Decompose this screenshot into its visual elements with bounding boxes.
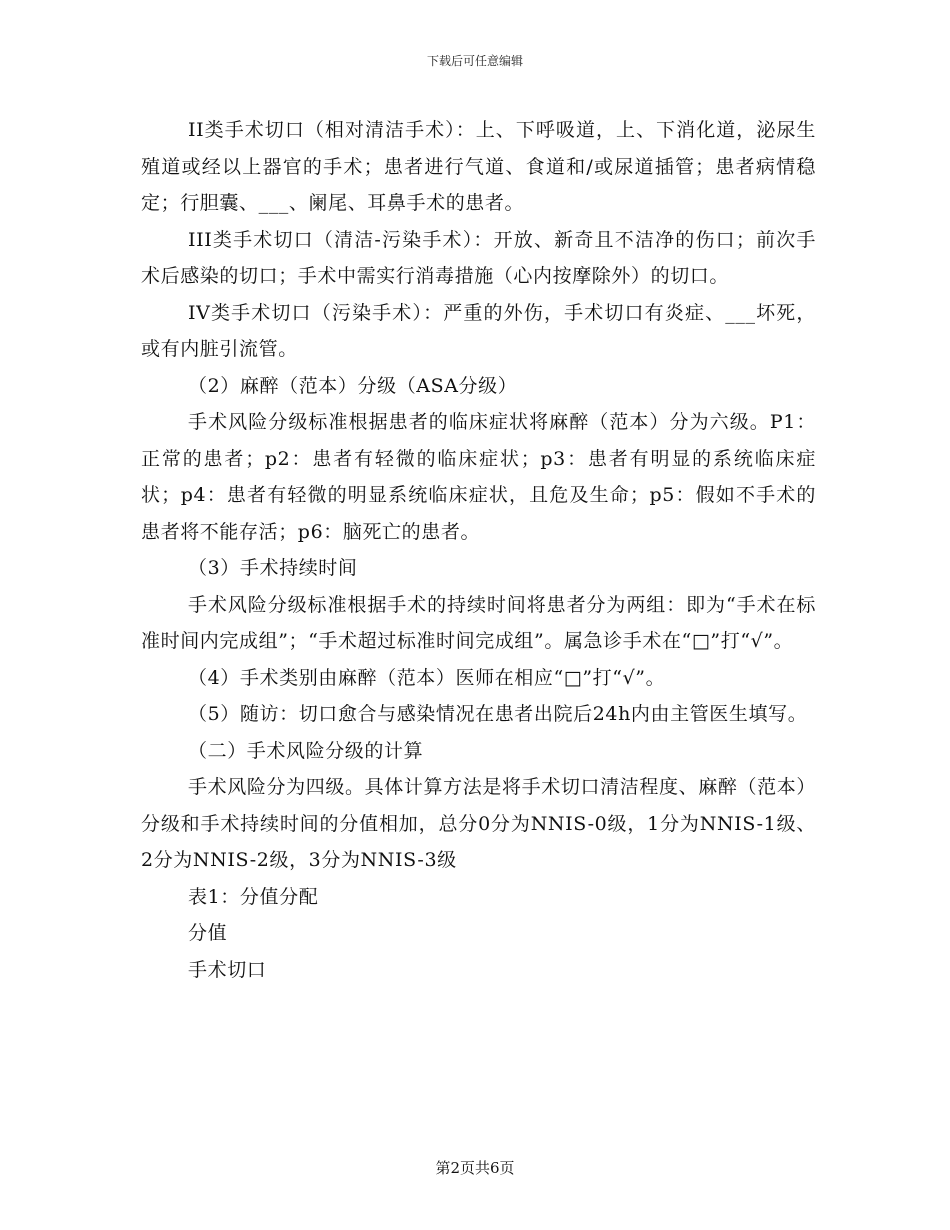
page-footer: 第2页共6页 — [435, 1159, 515, 1177]
heading-surgery-duration: （3）手术持续时间 — [188, 557, 358, 579]
paragraph-class3-incision: III类手术切口（清洁-污染手术）：开放、新奇且不洁净的伤口；前次手术后感染的切口；手术中需实行消毒措施（心内按摩除外）的切口。 — [141, 228, 816, 287]
paragraph-class4-incision: IV类手术切口（污染手术）：严重的外伤，手术切口有炎症、___坏死，或有内脏引流管。 — [141, 301, 816, 360]
table-row-incision: 手术切口 — [188, 958, 267, 981]
table-caption: 表1：分值分配 — [188, 885, 319, 908]
heading-risk-calculation: （二）手术风险分级的计算 — [188, 739, 424, 762]
paragraph-class2-incision: II类手术切口（相对清洁手术）：上、下呼吸道，上、下消化道，泌尿生殖道或经以上器官的手术；患者进行气道、食道和/或尿道插管；患者病情稳定；行胆囊、___、阑尾、耳鼻手术的患者。 — [141, 119, 816, 214]
paragraph-duration-groups: 手术风险分级标准根据手术的持续时间将患者分为两组：即为“手术在标准时间内完成组”；“手术超过标准时间完成组”。属急诊手术在“□”打“√”。 — [141, 593, 816, 652]
paragraph-surgery-category: （4）手术类别由麻醉（范本）医师在相应“□”打“√”。 — [188, 666, 666, 689]
page-header: 下载后可任意编辑 — [426, 54, 523, 68]
document-body — [141, 112, 816, 988]
paragraph-asa-levels: 手术风险分级标准根据患者的临床症状将麻醉（范本）分为六级。P1：正常的患者；p2：患者有轻微的临床症状；p3：患者有明显的系统临床症状；p4：患者有轻微的明显系统临床症状，且危及生命；p5：假如不手术的患者将不能存活；p6：脑死亡的患者。 — [141, 411, 816, 543]
paragraph-risk-calculation: 手术风险分为四级。具体计算方法是将手术切口清洁程度、麻醉（范本）分级和手术持续时间的分值相加，总分0分为NNIS-0级，1分为NNIS-1级、2分为NNIS-2级，3分为NNIS-3级 — [141, 776, 816, 871]
paragraph-follow-up: （5）随访：切口愈合与感染情况在患者出院后24h内由主管医生填写。 — [188, 703, 808, 725]
heading-asa-grading: （2）麻醉（范本）分级（ASA分级） — [188, 374, 518, 397]
table-header-score: 分值 — [188, 922, 228, 944]
